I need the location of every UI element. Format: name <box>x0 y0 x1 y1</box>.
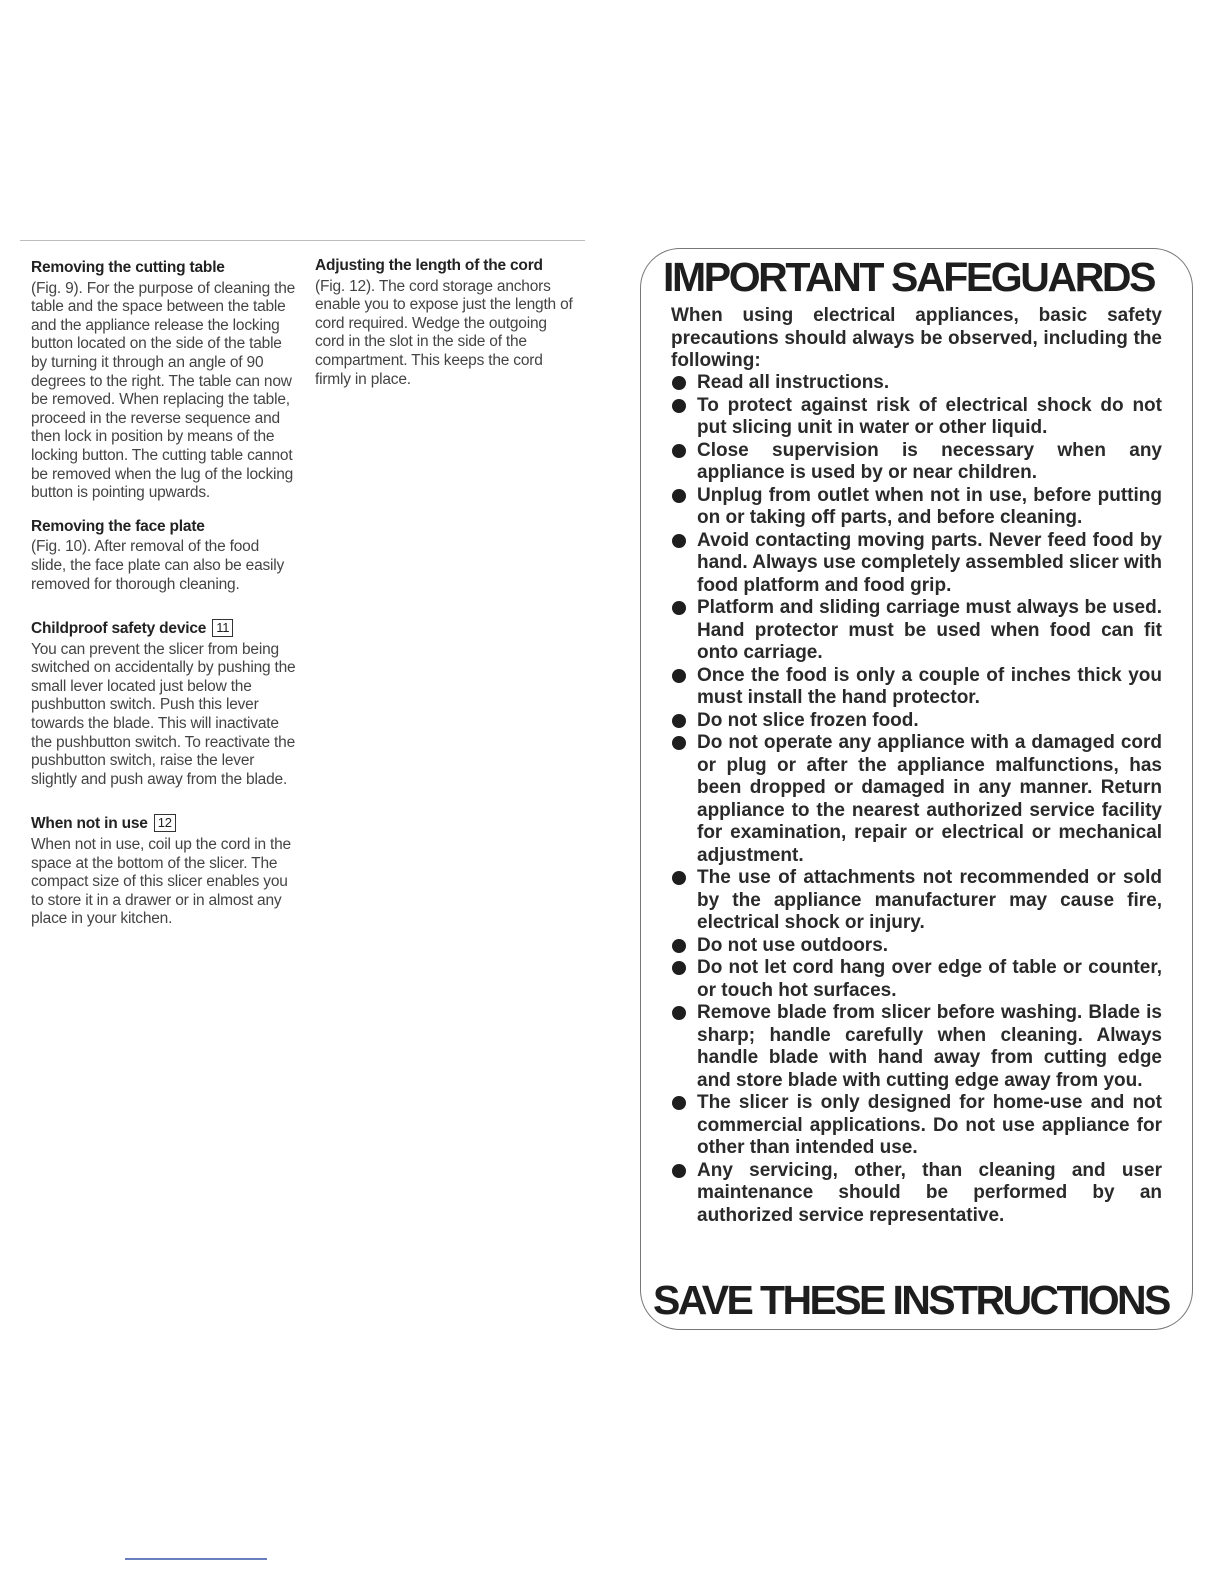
safeguard-item <box>671 867 1162 935</box>
section-body: You can prevent the slicer from being switched on accidentally by pushing the small lever located just below the pushbutton switch. Push this lever towards the blade. This will inactivate the pushbutton switch. To reactivate the pushbutton switch, raise the lever slightly and push away from the blade. <box>31 640 296 788</box>
bullet-icon <box>672 444 686 458</box>
left-text-column <box>31 259 296 944</box>
bullet-icon <box>672 1164 686 1178</box>
safeguards-intro: When using electrical appliances, basic safety precautions should always be observed, including the following: <box>671 305 1162 371</box>
section-body: When not in use, coil up the cord in the space at the bottom of the slicer. The compact size of this slicer enables you to store it in a drawer or in almost any place in your kitchen. <box>31 836 291 928</box>
safeguard-item <box>671 665 1162 710</box>
middle-text-column <box>315 257 577 404</box>
safeguards-footer: SAVE THESE INSTRUCTIONS <box>653 1277 1169 1323</box>
bullet-icon <box>672 376 686 390</box>
bullet-icon <box>672 1096 686 1110</box>
bullet-icon <box>672 601 686 615</box>
section-removing-cutting-table <box>31 259 296 503</box>
safeguard-item-text: Do not slice frozen food. <box>697 709 919 731</box>
figure-number-badge: 11 <box>212 619 233 637</box>
safeguard-item <box>671 957 1162 1002</box>
bullet-icon <box>672 871 686 885</box>
safeguard-item-text: The slicer is only designed for home-use and not commercial applications. Do not use appliance for other than intended use. <box>697 1092 1162 1158</box>
safeguard-item <box>671 1160 1162 1228</box>
section-body: (Fig. 12). The cord storage anchors enable you to expose just the length of cord required. Wedge the outgoing cord in the slot in the side of the compartment. This keeps the cord firmly in place. <box>315 277 573 388</box>
section-heading: When not in use 12 <box>31 814 296 834</box>
section-childproof-safety-device <box>31 619 296 789</box>
safeguard-item <box>671 440 1162 485</box>
safeguard-item <box>671 530 1162 598</box>
safeguard-item-text: Platform and sliding carriage must always be used. Hand protector must be used when food can fit onto carriage. <box>697 597 1162 663</box>
safeguard-item <box>671 372 1162 395</box>
section-heading: Removing the cutting table <box>31 259 225 276</box>
section-heading: Removing the face plate <box>31 517 205 535</box>
top-divider-line <box>20 240 585 241</box>
bullet-icon <box>672 669 686 683</box>
bullet-icon <box>672 534 686 548</box>
section-when-not-in-use <box>31 814 296 929</box>
safeguard-item-text: Avoid contacting moving parts. Never feed food by hand. Always use completely assembled slicer with food platform and food grip. <box>697 529 1162 596</box>
section-adjusting-cord-length <box>315 257 577 389</box>
safeguard-item <box>671 935 1162 958</box>
safeguard-item-text: Remove blade from slicer before washing. Blade is sharp; handle carefully when cleaning. Always handle blade with hand away from cutting edge and store blade with cutting edge away from you. <box>697 1002 1162 1091</box>
bullet-icon <box>672 961 686 975</box>
safeguard-item <box>671 1092 1162 1160</box>
safeguard-item <box>671 732 1162 867</box>
safeguard-item-text: Once the food is only a couple of inches thick you must install the hand protector. <box>697 664 1162 708</box>
safeguard-item-text: To protect against risk of electrical shock do not put slicing unit in water or other liquid. <box>697 394 1162 438</box>
safeguard-item-text: Close supervision is necessary when any appliance is used by or near children. <box>697 439 1162 483</box>
section-removing-face-plate <box>31 518 296 594</box>
bullet-icon <box>672 939 686 953</box>
section-body: (Fig. 10). After removal of the food slide, the face plate can also be easily removed for thorough cleaning. <box>31 538 285 593</box>
section-heading: Childproof safety device 11 <box>31 619 296 639</box>
safeguard-item-text: Do not use outdoors. <box>697 934 889 956</box>
safeguard-item-text: Unplug from outlet when not in use, before putting on or taking off parts, and before cleaning. <box>697 484 1162 528</box>
bullet-icon <box>672 736 686 750</box>
bullet-icon <box>672 399 686 413</box>
safeguard-item-text: Read all instructions. <box>697 372 890 393</box>
bullet-icon <box>672 1006 686 1020</box>
figure-number-badge: 12 <box>154 814 176 832</box>
safeguard-item <box>671 395 1162 440</box>
safeguard-item <box>671 710 1162 733</box>
safeguard-item <box>671 1002 1162 1092</box>
safeguard-item-text: Any servicing, other, than cleaning and user maintenance should be performed by an authorized service representative. <box>697 1159 1162 1226</box>
safeguard-item <box>671 485 1162 530</box>
bottom-divider-line <box>125 1558 267 1560</box>
section-body: (Fig. 9). For the purpose of cleaning the table and the space between the table and the appliance release the locking button located on the side of the table by turning it through an angle of 90 degrees to the right. The table can now be removed. When replacing the table, proceed in the reverse sequence and then lock in position by means of the locking button. The cutting table cannot be removed when the lug of the locking button is pointing upwards. <box>31 279 296 502</box>
safeguard-item <box>671 597 1162 665</box>
safeguard-item-text: Do not let cord hang over edge of table or counter, or touch hot surfaces. <box>697 957 1162 1001</box>
bullet-icon <box>672 489 686 503</box>
section-heading: Adjusting the length of the cord <box>315 257 543 274</box>
safeguards-title: IMPORTANT SAFEGUARDS <box>663 254 1155 300</box>
safeguards-list <box>671 372 1162 1227</box>
bullet-icon <box>672 714 686 728</box>
safeguard-item-text: Do not operate any appliance with a damaged cord or plug or after the appliance malfunctions, has been dropped or damaged in any manner. Return appliance to the nearest authorized service facility for examination, repair or electrical or mechanical adjustment. <box>697 732 1162 866</box>
safeguard-item-text: The use of attachments not recommended or sold by the appliance manufacturer may cause fire, electrical shock or injury. <box>697 867 1162 933</box>
